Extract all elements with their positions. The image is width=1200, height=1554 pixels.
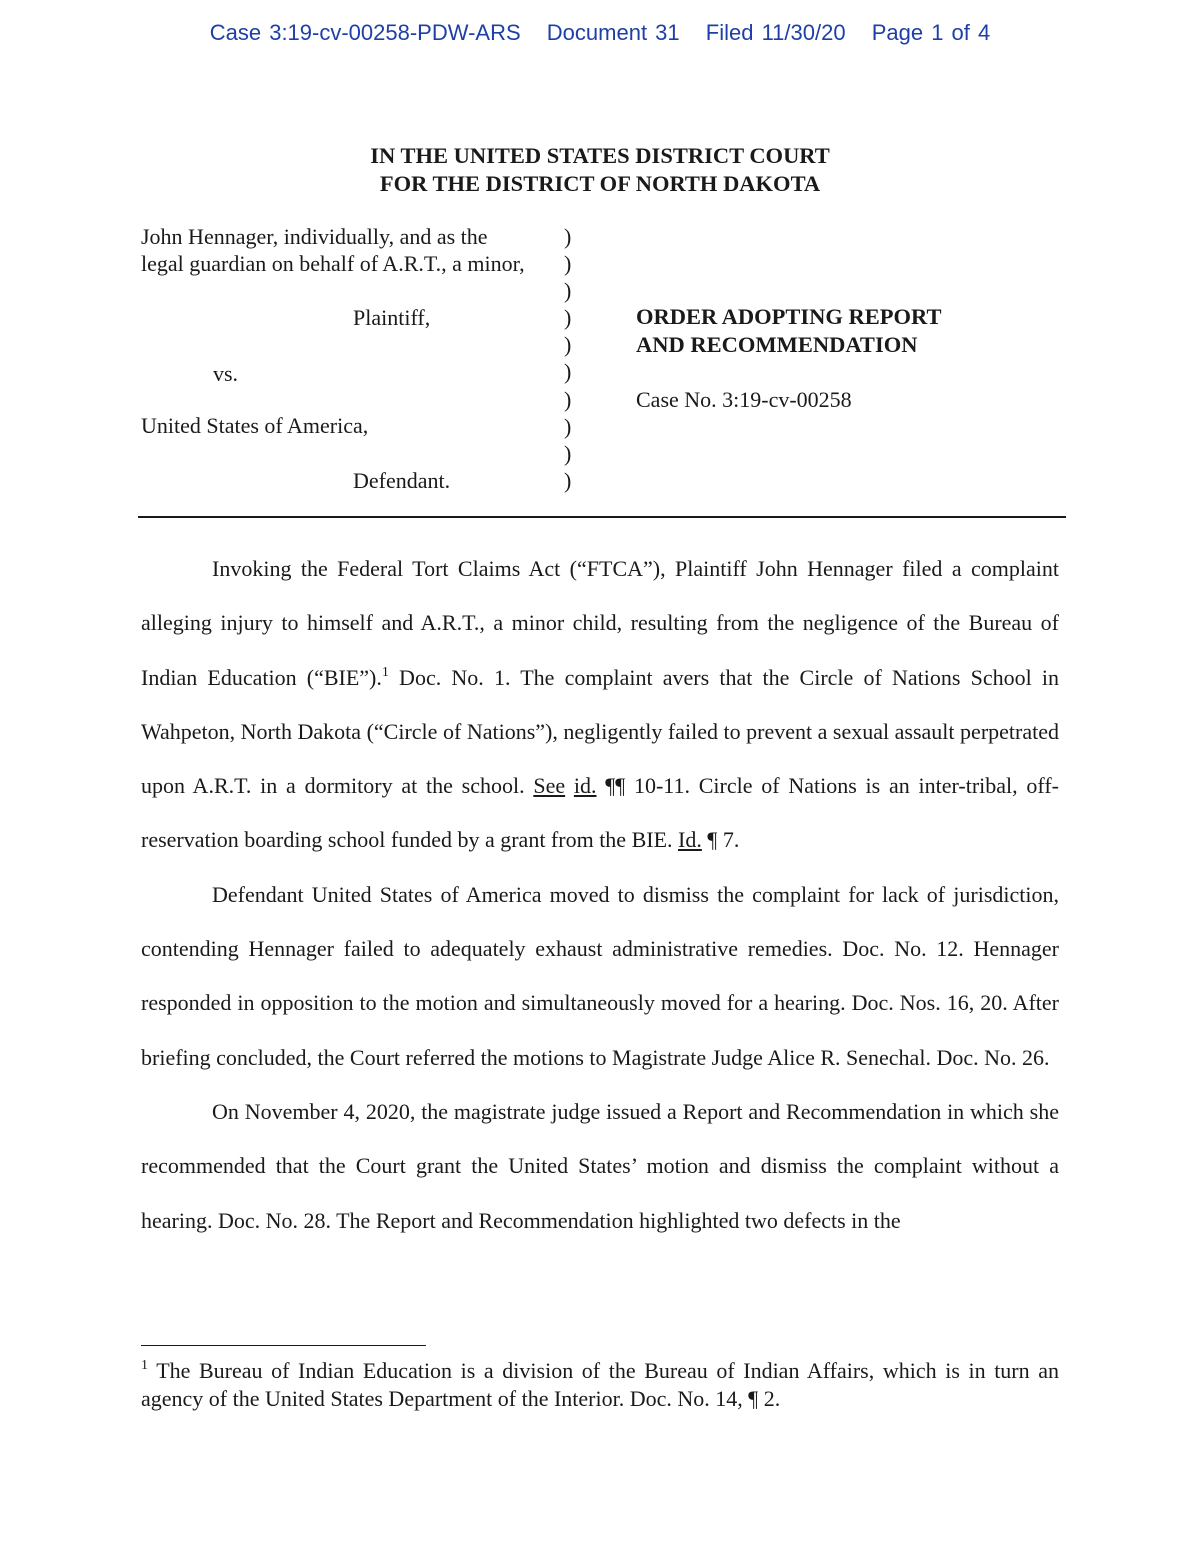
plaintiff-role: Plaintiff, <box>353 305 431 330</box>
caption-paren: ) <box>564 386 572 412</box>
defendant-role: Defendant. <box>353 468 451 493</box>
citation-id: Id. <box>678 827 702 853</box>
paragraph-1-text: Doc. No. 1. The complaint avers that the Circle of Nations School in Wahpeton, North Dakota (“Circle of Nations”), negligently failed to prevent a sexual assault perpetrated upon A.R.T. in a dormitory at the school. <box>141 664 1060 799</box>
paragraph-1-text: ¶ 7. <box>701 827 740 853</box>
caption-paren: ) <box>564 224 572 249</box>
footnote-ref-1: 1 <box>381 664 389 680</box>
caption-paren: ) <box>564 332 572 358</box>
citation-signal-see: See <box>533 773 566 799</box>
caption-paren: ) <box>564 359 572 385</box>
stamp-document-number: Document 31 <box>546 20 680 45</box>
caption-divider <box>138 516 1066 518</box>
order-body <box>141 542 1059 1248</box>
versus-label: vs. <box>213 361 239 386</box>
caption-paren: ) <box>564 413 572 439</box>
plaintiff-line2: legal guardian on behalf of A.R.T., a minor, <box>141 251 525 276</box>
caption-paren: ) <box>564 251 572 277</box>
stamp-filed-date: Filed 11/30/20 <box>705 20 846 45</box>
order-title <box>636 303 942 359</box>
footnote-1 <box>141 1357 1059 1413</box>
ecf-header-stamp <box>0 20 1200 46</box>
caption-parentheses <box>564 223 571 494</box>
caption-paren: ) <box>564 305 572 331</box>
caption-paren: ) <box>564 278 572 304</box>
plaintiff-name <box>141 223 525 277</box>
stamp-case-number: Case 3:19-cv-00258-PDW-ARS <box>209 20 521 45</box>
order-title-line1: ORDER ADOPTING REPORT <box>636 304 942 329</box>
caption-paren: ) <box>564 440 572 466</box>
court-title-line2: FOR THE DISTRICT OF NORTH DAKOTA <box>379 171 821 196</box>
caption-paren: ) <box>564 467 572 493</box>
paragraph-2: Defendant United States of America moved to dismiss the complaint for lack of jurisdiction, contending Hennager failed to adequately exhaust administrative remedies. Doc. No. 12. Hennager responded in opposition to the motion and simultaneously moved for a hearing. Doc. Nos. 16, 20. After briefing concluded, the Court referred the motions to Magistrate Judge Alice R. Senechal. Doc. No. 26. <box>141 881 1059 1070</box>
stamp-page-count: Page 1 of 4 <box>871 20 991 45</box>
defendant-name: United States of America, <box>141 413 369 438</box>
footnote-text: The Bureau of Indian Education is a division of the Bureau of Indian Affairs, which is in turn an agency of the United States Department of the Interior. Doc. No. 14, ¶ 2. <box>141 1358 1059 1411</box>
paragraph-1-text: Invoking the Federal Tort Claims Act (“FTCA”), Plaintiff John Hennager filed a complaint alleging injury to himself and A.R.T., a minor child, resulting from the negligence of the Bureau of Indian Education (“BIE”). <box>141 556 1059 690</box>
footnote-mark: 1 <box>141 1358 148 1373</box>
court-title <box>0 142 1200 198</box>
court-title-line1: IN THE UNITED STATES DISTRICT COURT <box>370 143 830 168</box>
citation-id: id. <box>573 773 597 799</box>
footnote-divider <box>141 1345 426 1346</box>
case-number: Case No. 3:19-cv-00258 <box>636 387 852 412</box>
order-title-line2: AND RECOMMENDATION <box>636 332 918 357</box>
plaintiff-line1: John Hennager, individually, and as the <box>141 224 488 249</box>
paragraph-3: On November 4, 2020, the magistrate judge issued a Report and Recommendation in which she recommended that the Court grant the United States’ motion and dismiss the complaint without a hearing. Doc. No. 28. The Report and Recommendation highlighted two defects in the <box>141 1098 1059 1233</box>
paragraph-1-text: ¶¶ 10-11. Circle of Nations is an inter-tribal, off-reservation boarding school funded by a grant from the BIE. <box>141 773 1059 853</box>
paragraph-1 <box>141 542 1059 868</box>
